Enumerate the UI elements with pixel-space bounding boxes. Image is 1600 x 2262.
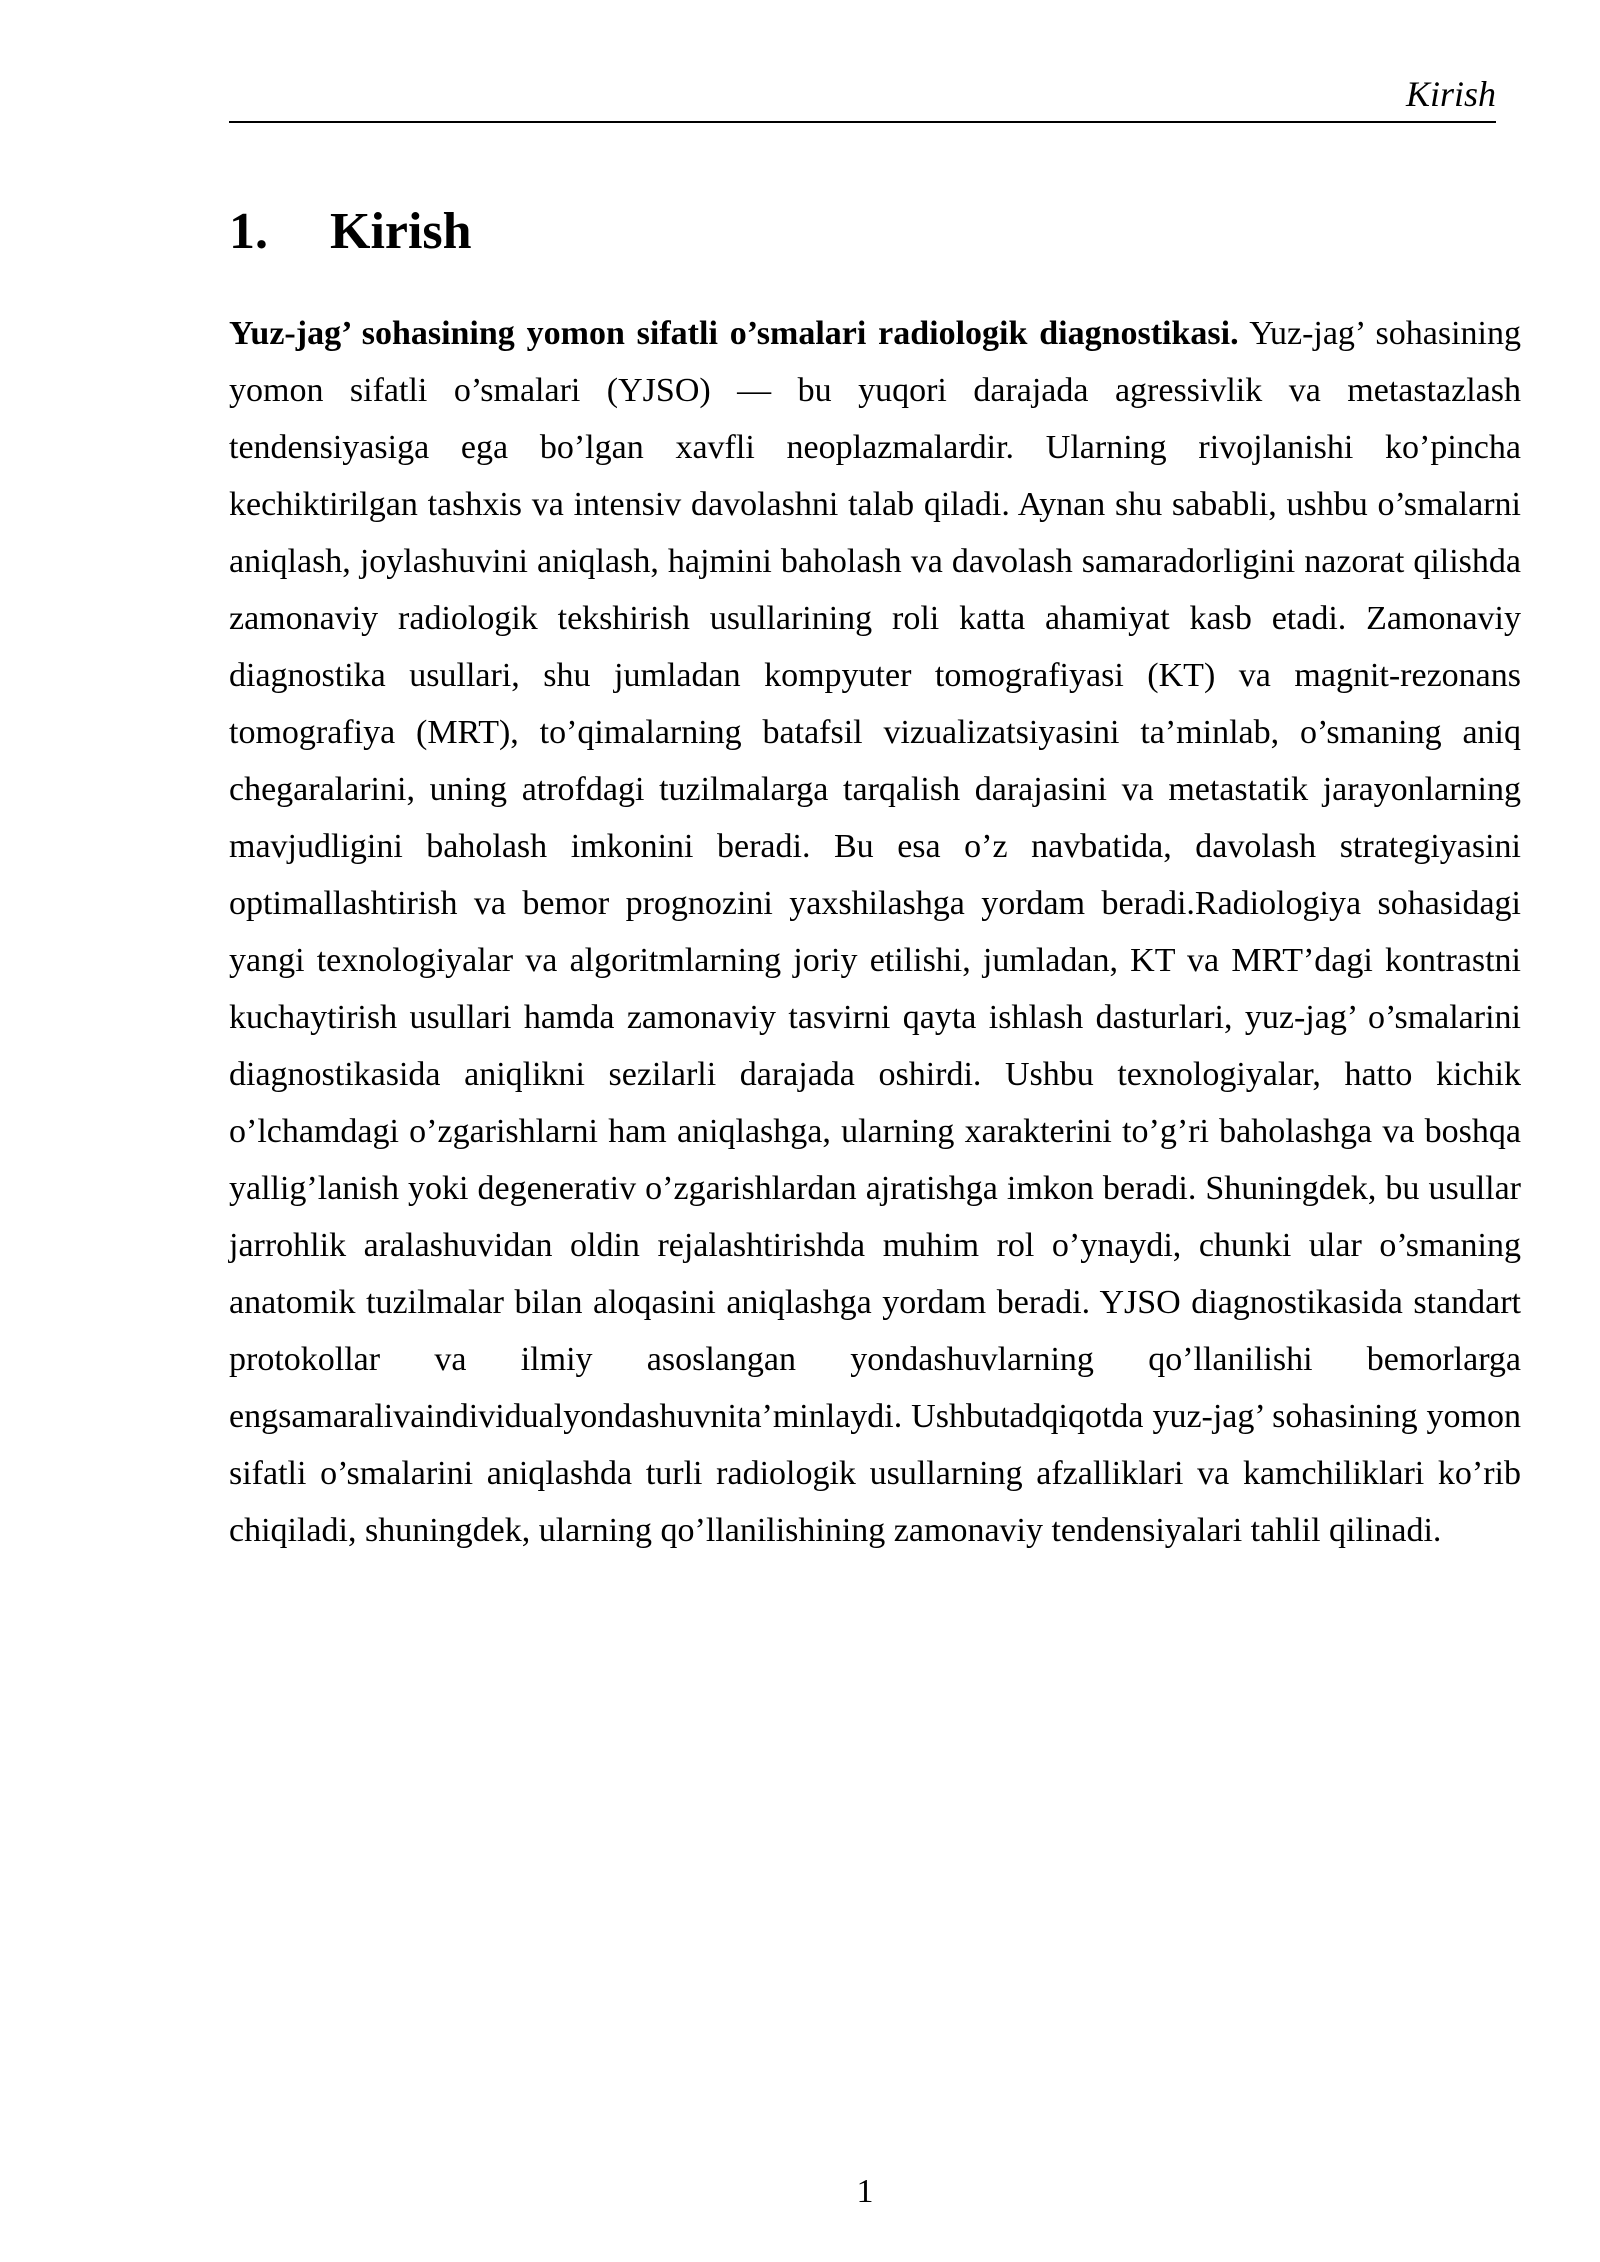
paragraph-text: Yuz-jag’ sohasining yomon sifatli o’smalari (YJSO) — bu yuqori darajada agressivlik va metastazlash tendensiyasiga ega bo’lgan xavfli neoplazmalardir. Ularning rivojlanishi ko’pincha kechiktirilgan tashxis va intensiv davolashni talab qiladi. Aynan shu sababli, ushbu o’smalarni aniqlash, joylashuvini aniqlash, hajmini baholash va davolash samaradorligini nazorat qilishda zamonaviy radiologik tekshirish usullarining roli katta ahamiyat kasb etadi. Zamonaviy diagnostika usullari, shu jumladan kompyuter tomografiyasi (KT) va magnit-rezonans tomografiya (MRT), to’qimalarning batafsil vizualizatsiyasini ta’minlab, o’smaning aniq chegaralarini, uning atrofdagi tuzilmalarga tarqalish darajasini va metastatik jarayonlarning mavjudligini baholash imkonini beradi. Bu esa o’z navbatida, davolash strategiyasini optimallashtirish va bemor prognozini yaxshilashga yordam beradi.Radiologiya sohasidagi yangi texnologiyalar va algoritmlarning joriy etilishi, jumladan, KT va MRT’dagi kontrastni kuchaytirish usullari hamda zamonaviy tasvirni qayta ishlash dasturlari, yuz-jag’ o’smalarini diagnostikasida aniqlikni sezilarli darajada oshirdi. Ushbu texnologiyalar, hatto kichik o’lchamdagi o’zgarishlarni ham aniqlashga, ularning xarakterini to’g’ri baholashga va boshqa yallig’lanish yoki degenerativ o’zgarishlardan ajratishga imkon beradi. Shuningdek, bu usullar jarrohlik aralashuvidan oldin rejalashtirishda muhim rol o’ynaydi, chunki ular o’smaning anatomik tuzilmalar bilan aloqasini aniqlashga yordam beradi. YJSO diagnostikasida standart protokollar va ilmiy asoslangan yondashuvlarning qo’llanilishi bemorlarga engsamaralivaindividualyondashuvnita’minlaydi. Ushbutadqiqotda yuz-jag’ sohasining yomon sifatli o’smalarini aniqlashda turli radiologik usullarning afzalliklari va kamchiliklari ko’rib chiqiladi, shuningdek, ularning qo’llanilishining zamonaviy tendensiyalari tahlil qilinadi. — [229, 315, 1521, 1549]
paragraph-lead: Yuz-jag’ sohasining yomon sifatli o’smalari radiologik diagnostikasi. — [229, 315, 1239, 352]
chapter-title: Kirish — [330, 203, 472, 260]
running-header: Kirish — [1405, 74, 1496, 114]
page-number: 1 — [856, 2173, 874, 2210]
header-rule — [229, 121, 1496, 123]
body-paragraph — [229, 305, 1521, 1559]
chapter-heading — [229, 200, 472, 264]
chapter-number: 1. — [229, 203, 268, 260]
